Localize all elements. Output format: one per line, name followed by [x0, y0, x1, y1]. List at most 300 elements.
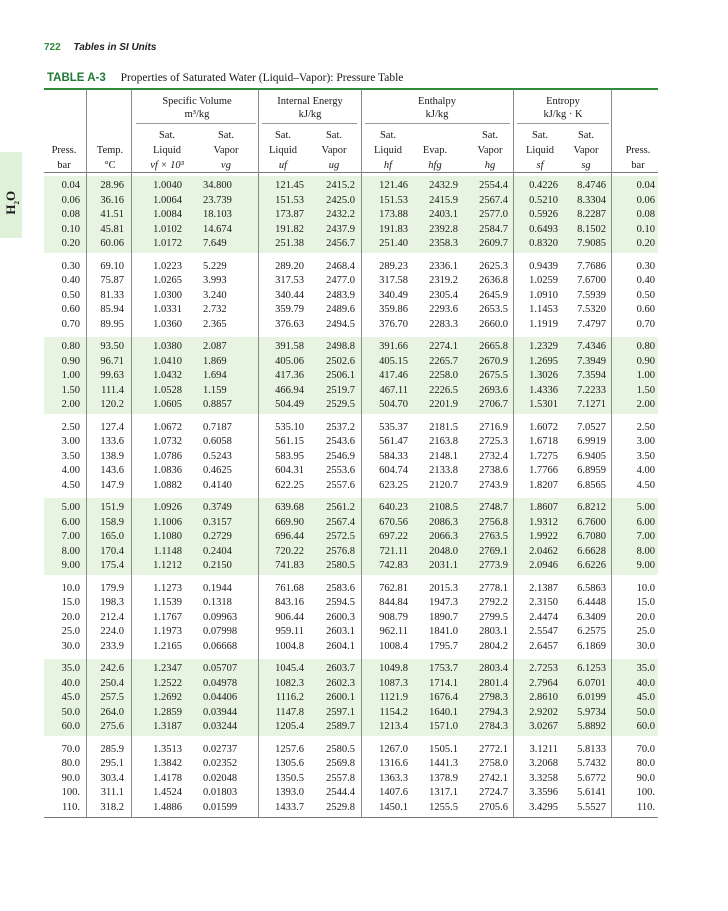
table-cell-press: 3.50: [61, 450, 80, 462]
table-cell-ug: 2604.1: [326, 640, 355, 652]
table-cell-press2: 0.90: [636, 355, 655, 367]
col-header-sg-l1: Sat.: [577, 130, 595, 141]
table-cell-vf: 1.0672: [153, 421, 182, 433]
table-cell-uf: 173.87: [275, 209, 304, 220]
table-cell-uf: 1393.0: [275, 787, 304, 798]
table-cell-vg: 3.993: [203, 275, 227, 286]
table-cell-hg: 2773.9: [479, 560, 508, 571]
table-cell-press: 2.00: [61, 399, 80, 410]
table-cell-hfg: 2392.8: [429, 223, 458, 235]
table-cell-hf: 1008.4: [379, 640, 408, 652]
table-cell-ug: 2557.8: [326, 772, 355, 784]
table-cell-vf: 1.3513: [153, 743, 182, 755]
table-cell-vg: 1.869: [203, 355, 227, 367]
group-name: Entropy: [546, 96, 580, 107]
table-cell-hf: 173.88: [379, 209, 408, 220]
group-rule: [136, 123, 256, 124]
table-cell-press: 50.0: [61, 706, 80, 718]
table-cell-hf: 376.70: [379, 318, 408, 330]
table-cell-sg: 6.6226: [577, 560, 606, 571]
table-cell-vg: 3.240: [203, 289, 227, 301]
table-cell-uf: 1045.4: [275, 663, 304, 674]
table-cell-hg: 2778.1: [479, 582, 508, 594]
table-cell-vf: 1.2165: [153, 640, 182, 652]
table-cell-sg: 7.3949: [577, 355, 606, 367]
table-cell-temp: 96.71: [100, 355, 124, 367]
group-unit: m³/kg: [184, 109, 210, 120]
table-cell-hfg: 2403.1: [429, 209, 458, 220]
col-header-hfg-l3: hfg: [428, 160, 442, 171]
table-cell-hfg: 2293.6: [429, 304, 458, 315]
table-cell-vg: 0.09963: [203, 611, 238, 623]
table-cell-hfg: 2274.1: [429, 341, 458, 352]
group-name: Specific Volume: [162, 96, 232, 107]
table-cell-ug: 2506.1: [326, 370, 355, 381]
table-cell-sg: 6.0199: [577, 692, 606, 703]
table-cell-hfg: 1378.9: [429, 772, 458, 784]
table-cell-press: 0.08: [61, 209, 80, 220]
table-cell-ug: 2603.7: [326, 663, 355, 674]
table-cell-vf: 1.2859: [153, 706, 182, 718]
col-header-sg-l2: Vapor: [573, 145, 599, 156]
table-cell-uf: 639.68: [275, 502, 304, 513]
page-header: [44, 42, 156, 53]
table-cell-ug: 2437.9: [326, 223, 355, 235]
table-cell-press2: 1.50: [636, 384, 655, 396]
table-cell-vf: 1.4178: [153, 772, 182, 784]
table-cell-hg: 2769.1: [479, 545, 508, 557]
table-cell-press: 30.0: [61, 640, 80, 652]
table-cell-ug: 2519.7: [326, 384, 355, 396]
table-cell-vg: 0.03244: [203, 721, 238, 732]
table-cell-press: 0.04: [61, 180, 80, 191]
table-cell-uf: 1305.6: [275, 758, 304, 769]
table-cell-ug: 2597.1: [326, 706, 355, 718]
col-header-press-l3: bar: [57, 160, 71, 171]
table-cell-hf: 151.53: [379, 194, 408, 206]
table-cell-hfg: 1753.7: [429, 663, 458, 674]
table-cell-temp: 133.6: [100, 436, 124, 447]
table-cell-press: 0.60: [61, 304, 80, 315]
table-cell-sg: 7.3594: [577, 370, 606, 381]
table-cell-press: 1.00: [61, 370, 80, 381]
table-cell-hfg: 2305.4: [429, 289, 458, 301]
table-cell-ug: 2567.4: [326, 516, 355, 528]
col-header-ug-l3: ug: [328, 160, 340, 171]
table-cell-uf: 669.90: [275, 516, 304, 528]
table-cell-sf: 0.5210: [529, 194, 558, 206]
table-cell-press: 0.50: [61, 289, 80, 301]
table-cell-hg: 2716.9: [479, 421, 508, 433]
table-cell-press2: 20.0: [636, 611, 655, 623]
table-cell-temp: 303.4: [100, 772, 124, 784]
table-cell-hf: 1049.8: [379, 663, 408, 674]
table-cell-press2: 0.06: [636, 194, 655, 206]
table-cell-hfg: 2108.5: [429, 502, 458, 513]
table-cell-press: 0.70: [61, 318, 80, 330]
running-title: Tables in SI Units: [73, 42, 157, 53]
table-cell-hg: 2609.7: [479, 238, 508, 249]
col-header-hfg-l2: Evap.: [422, 145, 448, 156]
table-cell-hg: 2706.7: [479, 399, 508, 410]
table-cell-press: 100.: [61, 787, 80, 798]
group-unit: kJ/kg: [425, 109, 449, 120]
col-header-press2-l2: Press.: [625, 145, 651, 156]
table-cell-hf: 317.58: [379, 275, 408, 286]
table-cell-vg: 0.8857: [203, 399, 232, 410]
table-cell-sg: 5.9734: [577, 706, 606, 718]
table-cell-press2: 10.0: [636, 582, 655, 594]
table-cell-uf: 191.82: [275, 223, 304, 235]
table-cell-temp: 28.96: [100, 180, 124, 191]
table-cell-sg: 6.8212: [577, 502, 606, 513]
table-cell-vg: 0.04978: [203, 677, 238, 689]
table-cell-vf: 1.1273: [153, 582, 182, 594]
group-header-entropy: [503, 95, 623, 121]
table-cell-vg: 1.694: [203, 370, 227, 381]
table-cell-hfg: 2120.7: [429, 479, 458, 491]
table-cell-sf: 1.7275: [529, 450, 558, 462]
table-cell-hf: 289.23: [379, 260, 408, 272]
table-cell-hf: 623.25: [379, 479, 408, 491]
table-cell-press2: 45.0: [636, 692, 655, 703]
table-cell-press: 4.00: [61, 465, 80, 476]
table-cell-sf: 3.1211: [529, 743, 558, 755]
table-cell-vf: 1.4524: [153, 787, 182, 798]
table-cell-ug: 2553.6: [326, 465, 355, 476]
table-cell-sg: 7.0527: [577, 421, 606, 433]
table-cell-ug: 2456.7: [326, 238, 355, 249]
table-cell-sf: 0.5926: [529, 209, 558, 220]
table-cell-uf: 741.83: [275, 560, 304, 571]
table-cell-ug: 2594.5: [326, 597, 355, 608]
table-cell-sg: 7.5320: [577, 304, 606, 315]
table-cell-vg: 0.2150: [203, 560, 232, 571]
table-cell-press2: 4.50: [636, 479, 655, 491]
table-cell-hg: 2756.8: [479, 516, 508, 528]
table-cell-hfg: 2226.5: [429, 384, 458, 396]
table-cell-uf: 604.31: [275, 465, 304, 476]
table-cell-uf: 535.10: [275, 421, 304, 433]
table-cell-press: 8.00: [61, 545, 80, 557]
table-cell-hg: 2660.0: [479, 318, 508, 330]
group-unit: kJ/kg: [298, 109, 322, 120]
table-cell-vg: 0.5243: [203, 450, 232, 462]
table-cell-sf: 1.6072: [529, 421, 558, 433]
table-cell-vg: 0.02737: [203, 743, 238, 755]
table-title: Properties of Saturated Water (Liquid–Vapor): Pressure Table: [120, 72, 404, 84]
table-cell-press2: 0.80: [636, 341, 655, 352]
table-cell-vg: 5.229: [203, 260, 227, 272]
table-cell-press2: 5.00: [636, 502, 655, 513]
table-cell-vg: 0.4140: [203, 479, 232, 491]
table-cell-sf: 0.4226: [529, 180, 558, 191]
table-cell-press2: 4.00: [636, 465, 655, 476]
col-header-press-l2: Press.: [51, 145, 77, 156]
table-cell-vg: 0.2729: [203, 531, 232, 542]
table-cell-hf: 1087.3: [379, 677, 408, 689]
table-cell-press2: 90.0: [636, 772, 655, 784]
table-cell-hfg: 2031.1: [429, 560, 458, 571]
table-cell-hfg: 1714.1: [429, 677, 458, 689]
col-header-sf-l2: Liquid: [526, 145, 554, 156]
table-cell-hg: 2803.1: [479, 626, 508, 637]
table-cell-press2: 0.30: [636, 260, 655, 272]
table-cell-vg: 0.3157: [203, 516, 232, 528]
table-cell-vf: 1.0223: [153, 260, 182, 272]
table-cell-sg: 6.9405: [577, 450, 606, 462]
table-cell-press2: 0.50: [636, 289, 655, 301]
table-cell-ug: 2529.8: [326, 801, 355, 813]
table-cell-hg: 2670.9: [479, 355, 508, 367]
table-cell-press2: 7.00: [636, 531, 655, 542]
col-header-vf-l1: Sat.: [158, 130, 176, 141]
table-cell-sg: 7.9085: [577, 238, 606, 249]
table-cell-vg: 0.3749: [203, 502, 232, 513]
table-cell-uf: 1082.3: [275, 677, 304, 689]
table-cell-press: 45.0: [61, 692, 80, 703]
table-cell-hg: 2705.6: [479, 801, 508, 813]
table-cell-vf: 1.0380: [153, 341, 182, 352]
table-cell-hg: 2724.7: [479, 787, 508, 798]
table-cell-sf: 1.1919: [529, 318, 558, 330]
table-cell-vg: 2.732: [203, 304, 227, 315]
table-cell-sf: 2.7964: [529, 677, 558, 689]
table-cell-hg: 2554.4: [479, 180, 508, 191]
table-cell-vf: 1.0432: [153, 370, 182, 381]
table-cell-hfg: 2358.3: [429, 238, 458, 249]
table-cell-temp: 224.0: [100, 626, 124, 637]
table-cell-temp: 198.3: [100, 597, 124, 608]
table-cell-temp: 233.9: [100, 640, 124, 652]
table-cell-uf: 376.63: [275, 318, 304, 330]
table-cell-hg: 2763.5: [479, 531, 508, 542]
table-cell-press2: 100.: [636, 787, 655, 798]
group-header-energy: [250, 95, 370, 121]
table-cell-ug: 2468.4: [326, 260, 355, 272]
table-cell-sg: 6.9919: [577, 436, 606, 447]
table-cell-ug: 2498.8: [326, 341, 355, 352]
table-cell-press: 70.0: [61, 743, 80, 755]
table-cell-sf: 2.6457: [529, 640, 558, 652]
table-cell-hfg: 2201.9: [429, 399, 458, 410]
table-cell-vg: 0.07998: [203, 626, 238, 637]
group-unit: kJ/kg · K: [543, 109, 583, 120]
table-cell-uf: 561.15: [275, 436, 304, 447]
table-cell-press2: 0.08: [636, 209, 655, 220]
table-cell-hg: 2799.5: [479, 611, 508, 623]
bottom-rule: [44, 817, 658, 818]
column-rule: [611, 89, 612, 817]
table-cell-sf: 0.8320: [529, 238, 558, 249]
table-cell-sg: 6.6628: [577, 545, 606, 557]
table-cell-sg: 6.8565: [577, 479, 606, 491]
table-cell-vf: 1.0605: [153, 399, 182, 410]
table-cell-press2: 15.0: [636, 597, 655, 608]
table-cell-uf: 1205.4: [275, 721, 304, 732]
table-cell-ug: 2572.5: [326, 531, 355, 542]
table-cell-vg: 0.02352: [203, 758, 238, 769]
table-cell-press2: 2.00: [636, 399, 655, 410]
table-cell-press2: 0.70: [636, 318, 655, 330]
table-cell-temp: 285.9: [100, 743, 124, 755]
top-rule: [44, 88, 658, 90]
table-cell-press2: 110.: [637, 801, 655, 813]
table-cell-uf: 1147.8: [275, 706, 304, 718]
table-cell-ug: 2580.5: [326, 743, 355, 755]
table-cell-uf: 696.44: [275, 531, 304, 542]
table-cell-ug: 2483.9: [326, 289, 355, 301]
table-cell-sg: 6.1869: [577, 640, 606, 652]
table-cell-temp: 75.87: [100, 275, 124, 286]
table-cell-ug: 2494.5: [326, 318, 355, 330]
table-cell-hf: 670.56: [379, 516, 408, 528]
table-cell-hf: 697.22: [379, 531, 408, 542]
table-cell-hg: 2636.8: [479, 275, 508, 286]
table-cell-hg: 2653.5: [479, 304, 508, 315]
group-name: Internal Energy: [277, 96, 343, 107]
table-cell-press: 25.0: [61, 626, 80, 637]
table-cell-ug: 2502.6: [326, 355, 355, 367]
table-cell-temp: 175.4: [100, 560, 124, 571]
table-cell-hf: 1213.4: [379, 721, 408, 732]
table-cell-press: 0.20: [61, 238, 80, 249]
table-cell-hfg: 2048.0: [429, 545, 458, 557]
table-cell-hfg: 2258.0: [429, 370, 458, 381]
table-cell-sg: 7.6700: [577, 275, 606, 286]
table-cell-press2: 25.0: [636, 626, 655, 637]
table-cell-sg: 6.7080: [577, 531, 606, 542]
table-cell-vf: 1.0172: [153, 238, 182, 249]
table-cell-temp: 41.51: [100, 209, 124, 220]
table-cell-vf: 1.4886: [153, 801, 182, 813]
col-header-hf-l1: Sat.: [379, 130, 397, 141]
col-header-temp-l3: °C: [104, 160, 116, 171]
table-cell-uf: 466.94: [275, 384, 304, 396]
table-cell-hfg: 1841.0: [429, 626, 458, 637]
table-cell-sg: 8.3304: [577, 194, 606, 206]
table-cell-vg: 0.03944: [203, 706, 238, 718]
table-cell-sf: 2.9202: [529, 706, 558, 718]
table-cell-uf: 417.36: [275, 370, 304, 381]
col-header-temp-l2: Temp.: [96, 145, 124, 156]
table-cell-vg: 34.800: [203, 180, 232, 191]
table-cell-ug: 2477.0: [326, 275, 355, 286]
table-cell-vg: 0.7187: [203, 421, 232, 433]
table-cell-hfg: 2066.3: [429, 531, 458, 542]
table-cell-sg: 5.8133: [577, 743, 606, 755]
table-cell-press: 1.50: [61, 384, 80, 396]
table-cell-ug: 2489.6: [326, 304, 355, 315]
table-cell-vf: 1.2522: [153, 677, 182, 689]
table-cell-press: 0.10: [61, 223, 80, 235]
table-cell-hg: 2743.9: [479, 479, 508, 491]
table-cell-vf: 1.1212: [153, 560, 182, 571]
table-cell-hfg: 2432.9: [429, 180, 458, 191]
table-cell-hf: 762.81: [379, 582, 408, 594]
table-cell-press2: 80.0: [636, 758, 655, 769]
table-cell-ug: 2557.6: [326, 479, 355, 491]
table-cell-hf: 1267.0: [379, 743, 408, 755]
table-cell-uf: 1433.7: [275, 801, 304, 813]
table-cell-sf: 2.5547: [529, 626, 558, 637]
table-cell-sf: 1.0910: [529, 289, 558, 301]
table-cell-press: 4.50: [61, 479, 80, 491]
table-cell-ug: 2537.2: [326, 421, 355, 433]
table-cell-vg: 2.365: [203, 318, 227, 330]
table-cell-hf: 191.83: [379, 223, 408, 235]
table-cell-hf: 1407.6: [379, 787, 408, 798]
table-cell-press: 0.90: [61, 355, 80, 367]
table-cell-vf: 1.0410: [153, 355, 182, 367]
table-cell-press2: 2.50: [636, 421, 655, 433]
table-cell-ug: 2576.8: [326, 545, 355, 557]
table-cell-press2: 35.0: [636, 663, 655, 674]
col-header-vf-l3: vf × 10³: [150, 160, 184, 171]
table-cell-temp: 257.5: [100, 692, 124, 703]
table-cell-sf: 2.0462: [529, 545, 558, 557]
table-cell-vg: 2.087: [203, 341, 227, 352]
table-cell-hf: 391.66: [379, 341, 408, 352]
col-header-ug-l2: Vapor: [321, 145, 347, 156]
table-cell-hg: 2738.6: [479, 465, 508, 476]
group-rule: [262, 123, 357, 124]
table-cell-sf: 1.3026: [529, 370, 558, 381]
table-cell-sf: 2.8610: [529, 692, 558, 703]
table-cell-sg: 6.8959: [577, 465, 606, 476]
table-cell-press: 0.40: [61, 275, 80, 286]
col-header-vf-l2: Liquid: [153, 145, 181, 156]
table-cell-vf: 1.1006: [153, 516, 182, 528]
table-cell-hfg: 1441.3: [429, 758, 458, 769]
table-cell-hg: 2792.2: [479, 597, 508, 608]
table-cell-hfg: 2163.8: [429, 436, 458, 447]
table-cell-hfg: 2148.1: [429, 450, 458, 462]
table-cell-hg: 2645.9: [479, 289, 508, 301]
table-cell-hf: 962.11: [379, 626, 408, 637]
table-cell-ug: 2415.2: [326, 180, 355, 191]
table-cell-uf: 391.58: [275, 341, 304, 352]
table-cell-sf: 2.4474: [529, 611, 558, 623]
table-cell-vg: 7.649: [203, 238, 227, 249]
table-cell-hfg: 2086.3: [429, 516, 458, 528]
table-cell-ug: 2583.6: [326, 582, 355, 594]
table-cell-hfg: 2181.5: [429, 421, 458, 433]
table-cell-press: 80.0: [61, 758, 80, 769]
group-rule: [517, 123, 609, 124]
col-header-vg-l2: Vapor: [213, 145, 239, 156]
table-cell-sf: 1.5301: [529, 399, 558, 410]
table-cell-hfg: 1676.4: [429, 692, 458, 703]
table-cell-sf: 1.6718: [529, 436, 558, 447]
table-cell-uf: 151.53: [275, 194, 304, 206]
table-cell-hf: 121.46: [379, 180, 408, 191]
table-cell-sf: 3.2068: [529, 758, 558, 769]
col-header-sf-l1: Sat.: [531, 130, 549, 141]
table-cell-sg: 7.7686: [577, 260, 606, 272]
table-cell-temp: 318.2: [100, 801, 124, 813]
table-cell-sg: 8.2287: [577, 209, 606, 220]
table-cell-vg: 0.1944: [203, 582, 232, 594]
table-cell-press2: 0.10: [636, 223, 655, 235]
column-rule: [513, 89, 514, 817]
table-cell-sg: 7.2233: [577, 384, 606, 396]
table-cell-press2: 30.0: [636, 640, 655, 652]
table-cell-vg: 0.6058: [203, 436, 232, 447]
table-cell-uf: 340.44: [275, 289, 304, 301]
table-cell-temp: 295.1: [100, 758, 124, 769]
table-cell-press2: 0.20: [636, 238, 655, 249]
